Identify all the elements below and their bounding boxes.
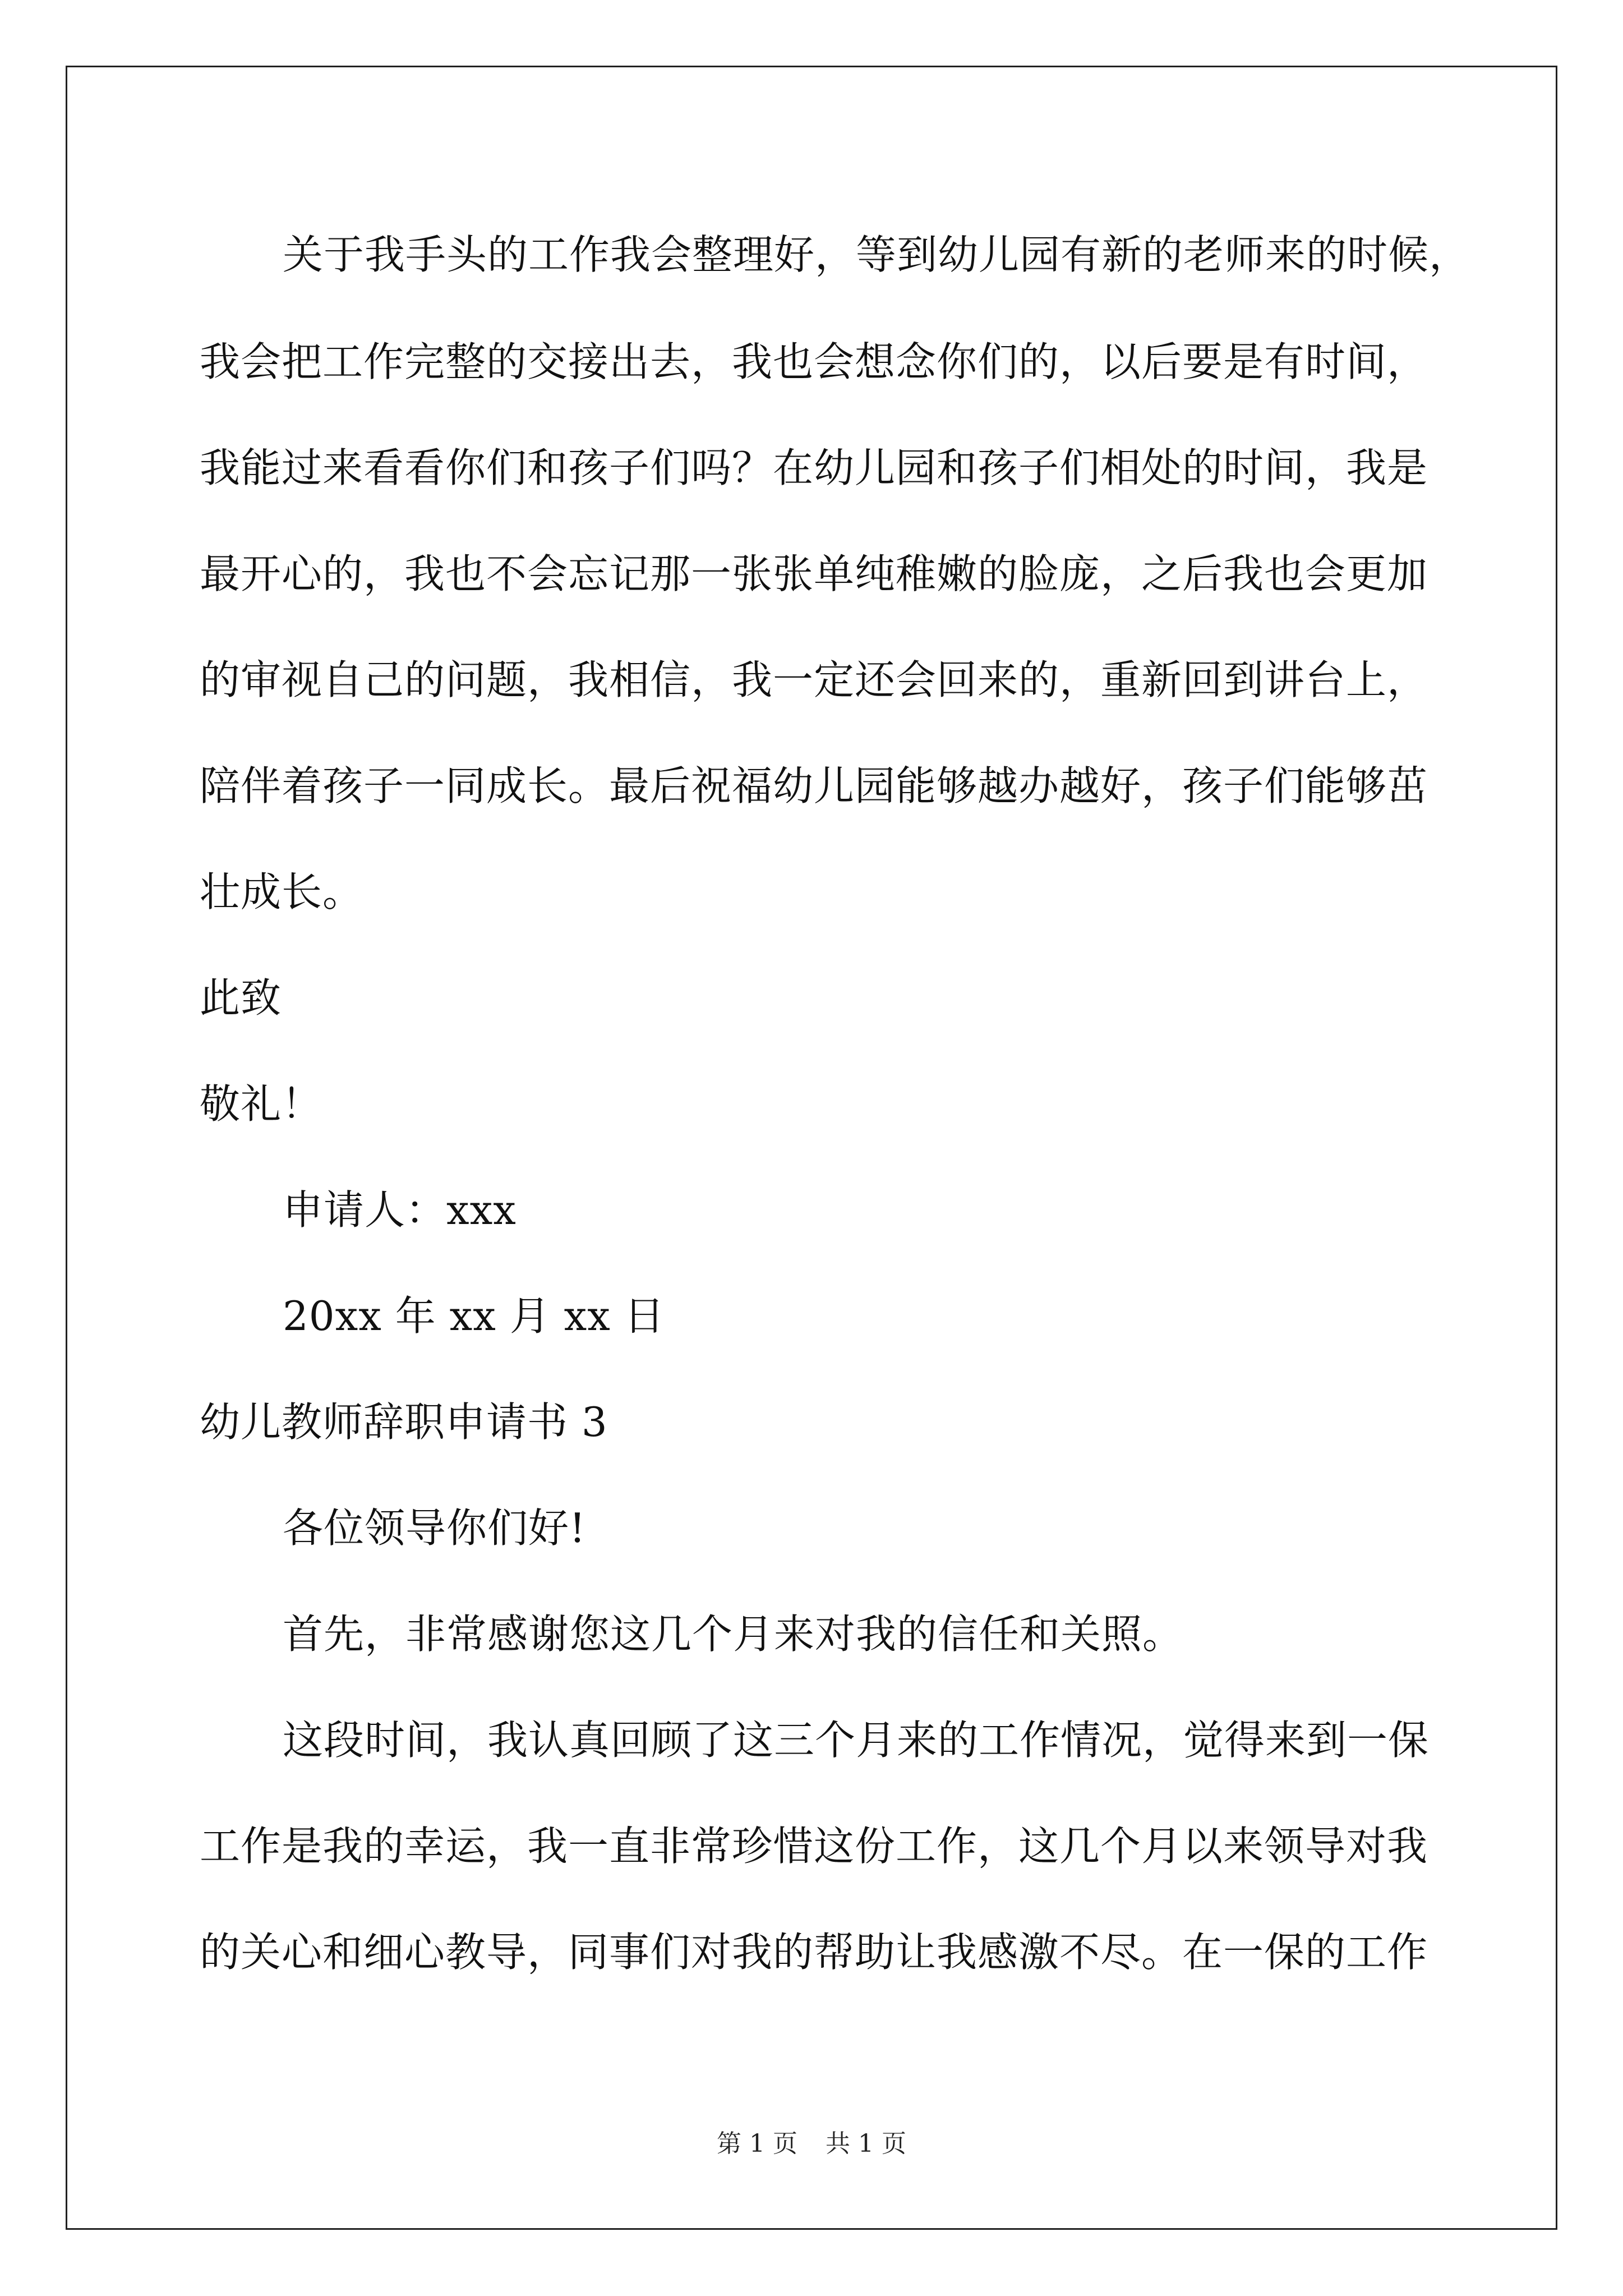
greeting-line: 各位领导你们好! [283, 1504, 586, 1552]
paragraph-line: 最开心的，我也不会忘记那一张张单纯稚嫩的脸庞，之后我也会更加 [200, 550, 1428, 597]
page-number: 第 1 页 [717, 2129, 797, 2158]
paragraph-line: 工作是我的幸运，我一直非常珍惜这份工作，这几个月以来领导对我 [200, 1823, 1428, 1870]
page-total: 共 1 页 [826, 2129, 906, 2158]
paragraph-line: 这段时间，我认真回顾了这三个月来的工作情况，觉得来到一保 [283, 1717, 1430, 1764]
paragraph-line: 陪伴着孩子一同成长。最后祝福幼儿园能够越办越好，孩子们能够茁 [200, 762, 1428, 809]
applicant-line: 申请人：xxx [283, 1186, 517, 1234]
paragraph-line: 我会把工作完整的交接出去，我也会想念你们的，以后要是有时间， [200, 338, 1428, 385]
date-line: 20xx 年 xx 月 xx 日 [283, 1292, 665, 1340]
paragraph-line: 的关心和细心教导，同事们对我的帮助让我感激不尽。在一保的工作 [200, 1929, 1428, 1976]
paragraph-line: 壮成长。 [200, 868, 364, 915]
closing-respect: 敬礼！ [200, 1080, 323, 1128]
page-footer [0, 2129, 1623, 2158]
paragraph-line: 的审视自己的问题，我相信，我一定还会回来的，重新回到讲台上， [200, 656, 1428, 703]
paragraph-line: 关于我手头的工作我会整理好，等到幼儿园有新的老师来的时候， [283, 231, 1470, 278]
closing-salutation: 此致 [200, 974, 282, 1022]
paragraph-line: 首先，非常感谢您这几个月来对我的信任和关照。 [283, 1611, 1184, 1658]
page-border [66, 66, 1557, 2230]
section-title: 幼儿教师辞职申请书 3 [200, 1398, 608, 1446]
paragraph-line: 我能过来看看你们和孩子们吗？在幼儿园和孩子们相处的时间，我是 [200, 444, 1428, 491]
